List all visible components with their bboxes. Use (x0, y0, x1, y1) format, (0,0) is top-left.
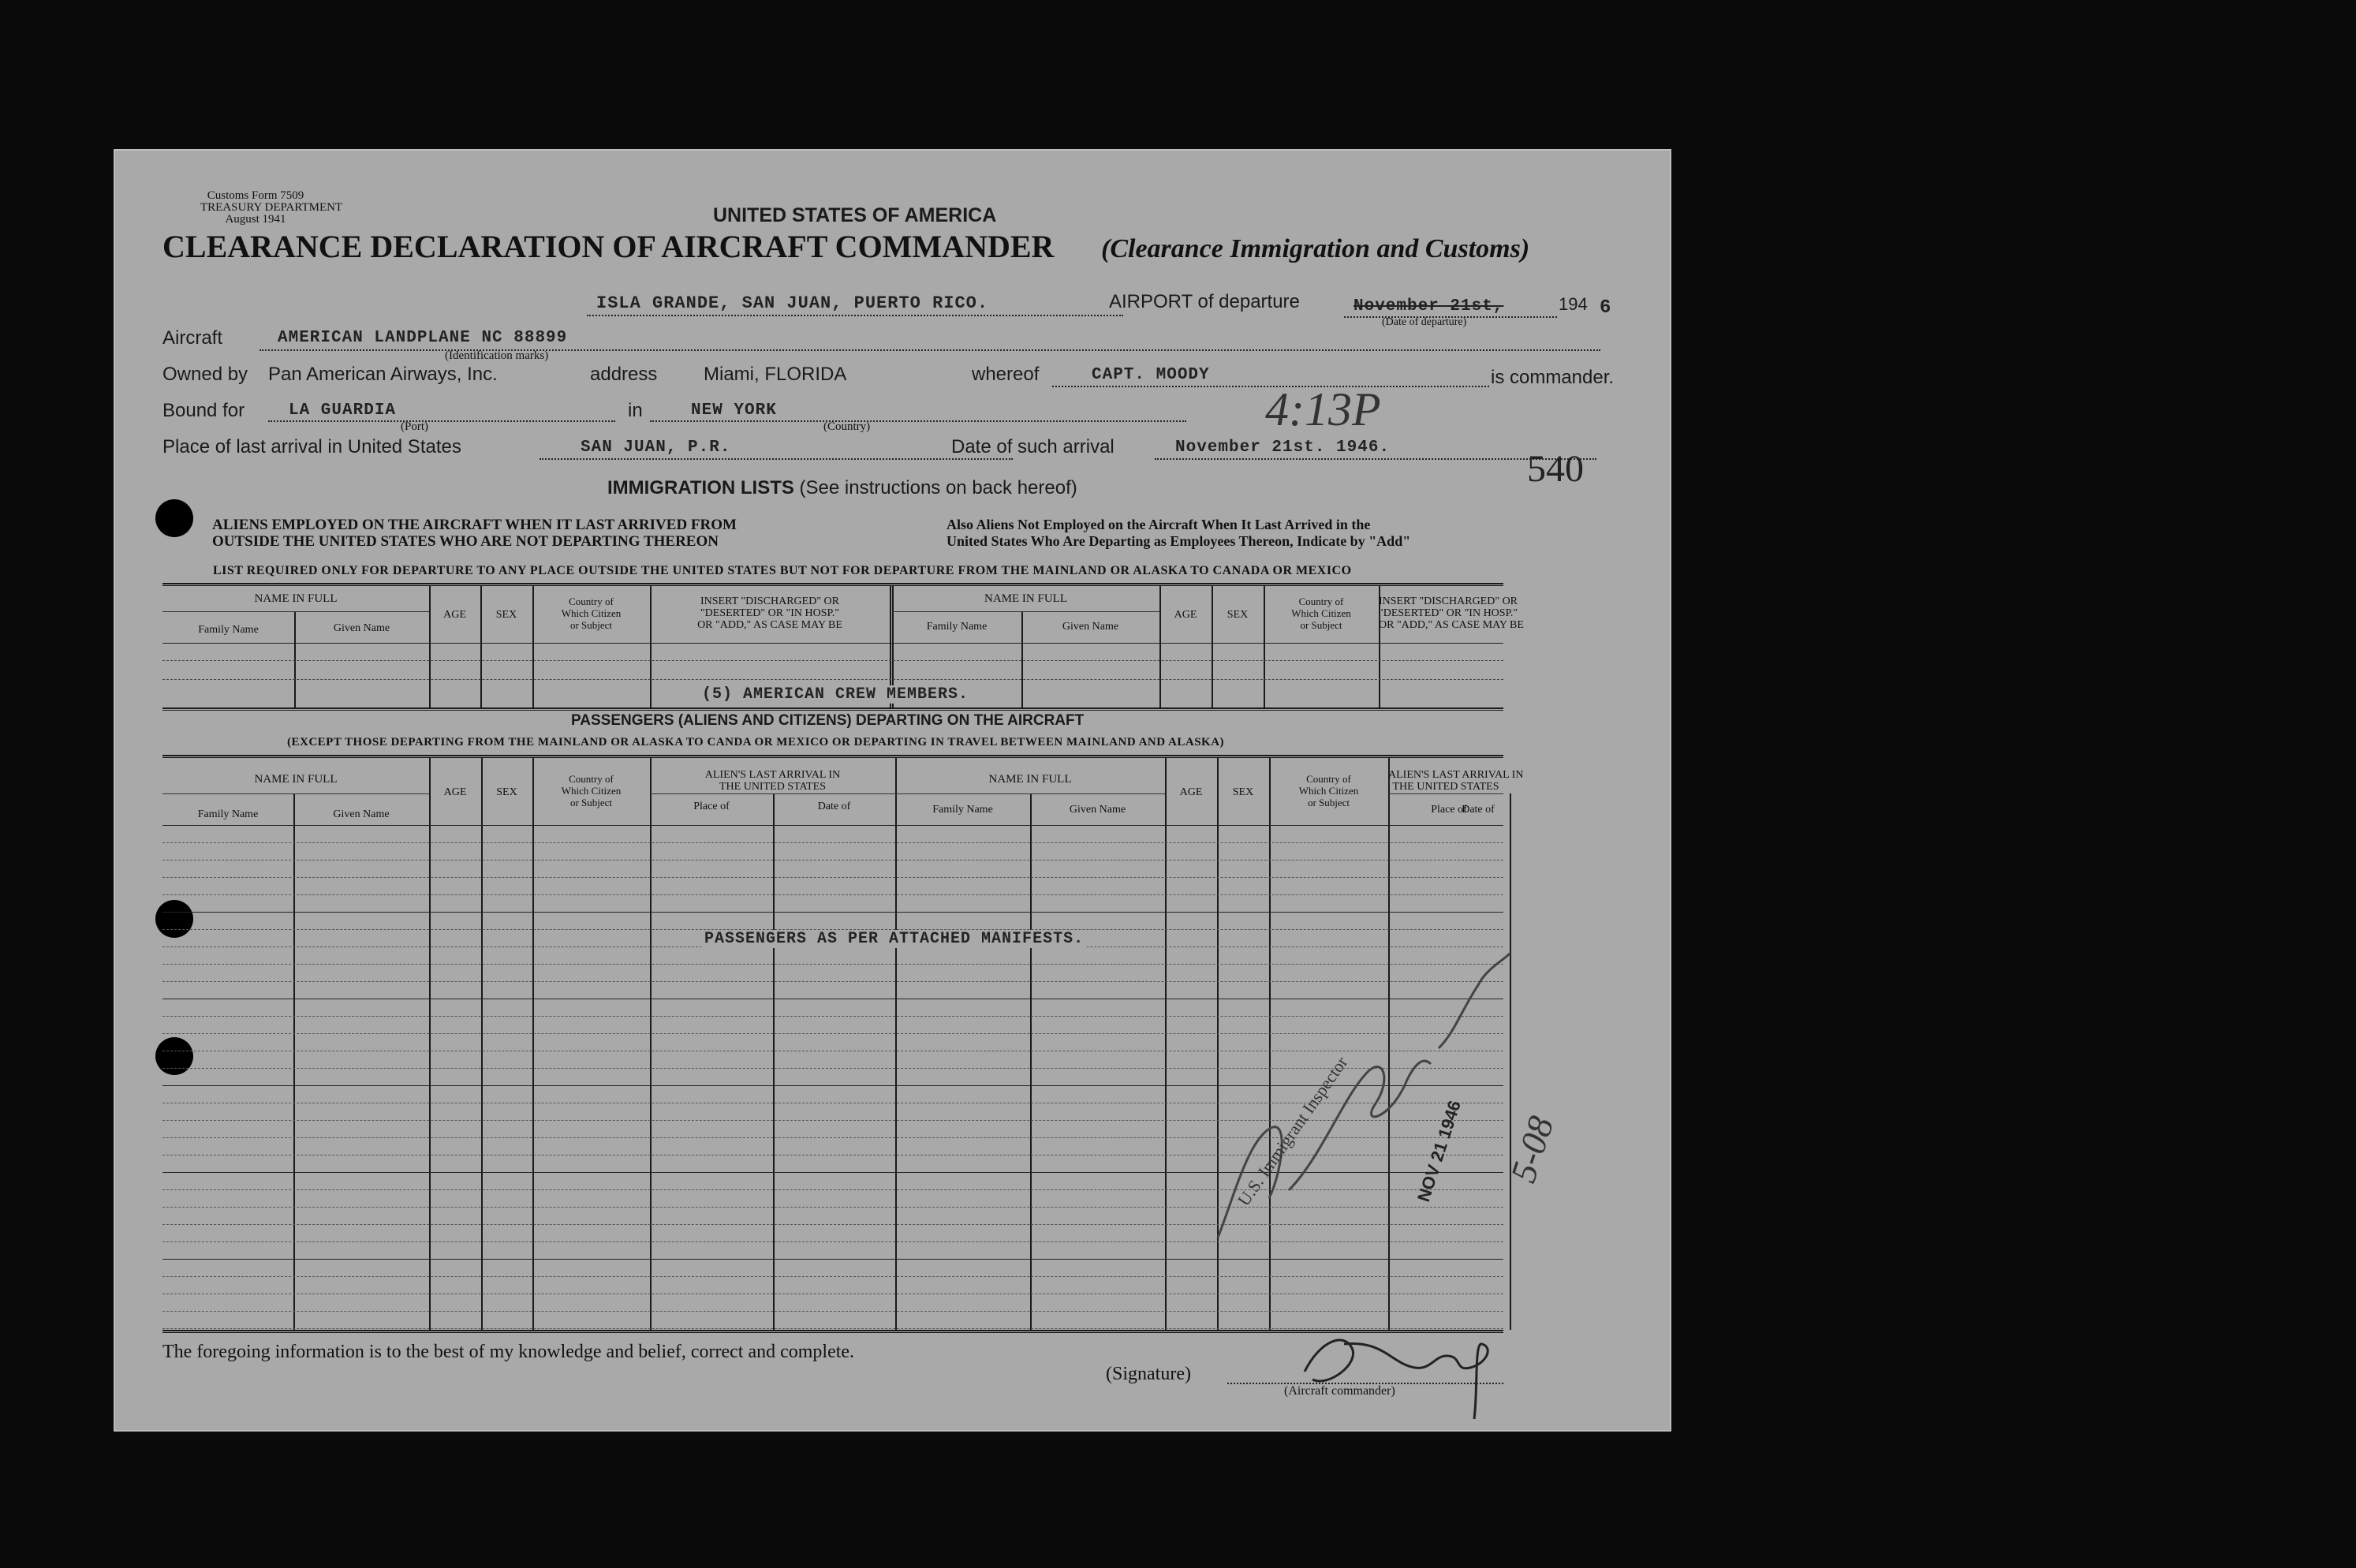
aliens-last-line-1: ALIEN'S LAST ARRIVAL IN (1388, 769, 1524, 781)
aliens-employed-note (212, 517, 737, 550)
commander-signature (1297, 1324, 1502, 1427)
passenger-table-rule (162, 894, 1503, 895)
aircraft-commander-caption: (Aircraft commander) (1284, 1384, 1395, 1398)
immigration-heading (607, 477, 1077, 499)
country-line-1: Country of (1298, 595, 1344, 607)
t1-age-right: AGE (1174, 609, 1197, 621)
t1-given-name-right: Given Name (1062, 621, 1119, 633)
aliens-last-line-2: THE UNITED STATES (1392, 781, 1499, 793)
insert-line-1: INSERT "DISCHARGED" OR (1379, 595, 1518, 607)
page-title: CLEARANCE DECLARATION OF AIRCRAFT COMMANDER (162, 229, 1055, 264)
passenger-table-rule (162, 912, 1503, 913)
t2-age-right: AGE (1179, 786, 1203, 798)
page-subtitle: (Clearance Immigration and Customs) (1101, 234, 1530, 263)
t2-date-of-left: Date of (817, 801, 851, 812)
t2-country-right (1269, 773, 1388, 808)
signature-label: (Signature) (1106, 1364, 1191, 1384)
t2-aliens-last-arrival-right (1388, 769, 1524, 793)
airport-value: ISLA GRANDE, SAN JUAN, PUERTO RICO. (596, 293, 989, 313)
insert-line-2: "DESERTED" OR "IN HOSP." (700, 607, 840, 619)
t1-name-in-full-right: NAME IN FULL (984, 592, 1067, 605)
t1-sex-left: SEX (495, 609, 517, 621)
arrival-date-value: November 21st. 1946. (1175, 439, 1391, 457)
country-line-3: or Subject (569, 797, 613, 808)
punch-hole (155, 900, 193, 938)
inspector-signature-scribble (1202, 938, 1518, 1269)
t1-sex-right: SEX (1227, 609, 1249, 621)
country-value: NEW YORK (691, 401, 777, 420)
t2-place-of-left: Place of (693, 801, 730, 812)
bound-for-value: LA GUARDIA (289, 401, 397, 420)
aliens-not-employed-note (947, 517, 1410, 550)
t2-given-name-right: Given Name (1069, 804, 1126, 816)
address-label: address (590, 364, 658, 385)
port-caption: (Port) (401, 420, 428, 433)
insert-line-1: INSERT "DISCHARGED" OR (700, 595, 839, 607)
handwritten-time: 4:13P (1265, 383, 1381, 435)
department-name: TREASURY DEPARTMENT (200, 201, 343, 214)
aircraft-value: AMERICAN LANDPLANE NC 88899 (278, 329, 568, 347)
owned-by-label: Owned by (162, 364, 248, 385)
year-prefix: 194 (1559, 294, 1588, 314)
list-requirement-note: LIST REQUIRED ONLY FOR DEPARTURE TO ANY PLACE OUTSIDE THE UNITED STATES BUT NOT FOR DEPARTURE FROM THE MAINLAND OR ALASKA TO CANADA OR MEXICO (213, 564, 1352, 577)
arrival-date-label: Date of such arrival (951, 436, 1115, 457)
immigration-heading-title: IMMIGRATION LISTS (607, 477, 794, 498)
insert-line-3: OR "ADD," AS CASE MAY BE (1379, 619, 1524, 631)
passenger-table-rule (162, 1276, 1503, 1277)
inspector-stamp-date: NOV 21 1946 (1413, 1098, 1465, 1204)
identification-caption: (Identification marks) (445, 349, 549, 362)
customs-form-number: Customs Form 7509 (207, 189, 304, 202)
t2-family-name-left: Family Name (197, 808, 259, 820)
aliens-last-line-1: ALIEN'S LAST ARRIVAL IN (704, 769, 841, 781)
country-line-1: Country of (569, 773, 614, 785)
inspector-handwritten-code: 5-08 (1502, 1111, 1562, 1188)
bound-for-label: Bound for (162, 400, 245, 421)
in-label: in (628, 400, 643, 421)
commander-label: is commander. (1491, 367, 1615, 388)
whereof-label: whereof (972, 364, 1040, 385)
aliens-employed-note-line-1: ALIENS EMPLOYED ON THE AIRCRAFT WHEN IT LAST ARRIVED FROM (212, 517, 737, 533)
aliens-last-line-2: THE UNITED STATES (719, 781, 826, 793)
t2-country-left (532, 773, 650, 808)
aircraft-label: Aircraft (162, 327, 223, 349)
certification-statement: The foregoing information is to the best of my knowledge and belief, correct and complete. (162, 1342, 855, 1362)
t2-given-name-left: Given Name (333, 808, 390, 820)
passenger-table-rule (162, 1311, 1503, 1312)
t2-aliens-last-arrival-left (650, 769, 895, 793)
handwritten-number: 540 (1527, 448, 1584, 490)
t1-insert-left (650, 595, 890, 631)
crew-entry: (5) AMERICAN CREW MEMBERS. (699, 685, 972, 704)
t1-age-left: AGE (443, 609, 466, 621)
insert-line-3: OR "ADD," AS CASE MAY BE (697, 619, 842, 631)
t2-sex-right: SEX (1232, 786, 1254, 798)
t1-country-left (532, 595, 650, 631)
country-line-1: Country of (569, 595, 614, 607)
last-arrival-label: Place of last arrival in United States (162, 436, 461, 457)
passenger-table-rule (162, 877, 1503, 878)
commander-value: CAPT. MOODY (1092, 366, 1210, 384)
t1-given-name-left: Given Name (333, 622, 390, 634)
t2-name-in-full-left: NAME IN FULL (254, 773, 338, 786)
country-line-2: Which Citizen (561, 607, 622, 619)
country-line-3: or Subject (569, 619, 613, 631)
airport-label: AIRPORT of departure (1109, 291, 1300, 312)
address-value: Miami, FLORIDA (704, 364, 847, 385)
passengers-note: (EXCEPT THOSE DEPARTING FROM THE MAINLAND OR ALASKA TO CANDA OR MEXICO OR DEPARTING IN TRAVEL BETWEEN MAINLAND AND ALASKA) (287, 736, 1225, 749)
t2-place-of-right: Place of (1431, 804, 1467, 816)
passengers-heading: PASSENGERS (ALIENS AND CITIZENS) DEPARTING ON THE AIRCRAFT (571, 712, 1085, 729)
country-line-2: Which Citizen (1291, 607, 1351, 619)
departure-date-value: November 21st, (1353, 297, 1504, 315)
t2-family-name-right: Family Name (932, 804, 993, 816)
year-suffix: 6 (1600, 297, 1612, 319)
country-line-3: or Subject (1300, 619, 1342, 631)
country-heading: UNITED STATES OF AMERICA (713, 204, 997, 226)
country-line-2: Which Citizen (1298, 785, 1359, 797)
t2-sex-left: SEX (496, 786, 517, 798)
t1-name-in-full-left: NAME IN FULL (254, 592, 338, 605)
t1-country-right (1264, 595, 1379, 631)
aliens-not-employed-note-line-2: United States Who Are Departing as Employees Thereon, Indicate by "Add" (947, 533, 1411, 549)
country-line-1: Country of (1306, 773, 1351, 785)
country-line-3: or Subject (1307, 797, 1350, 808)
clearance-declaration-form (114, 149, 1671, 1432)
t1-insert-right (1379, 595, 1524, 631)
t2-name-in-full-right: NAME IN FULL (988, 773, 1072, 786)
aliens-employed-note-line-2: OUTSIDE THE UNITED STATES WHO ARE NOT DEPARTING THEREON (212, 533, 719, 550)
t1-family-name-left: Family Name (198, 624, 259, 636)
owner-value: Pan American Airways, Inc. (268, 364, 498, 385)
form-id-block (200, 189, 343, 226)
t2-date-of-right: Date of (1462, 804, 1495, 816)
t2-age-left: AGE (443, 786, 467, 798)
aliens-not-employed-note-line-1: Also Aliens Not Employed on the Aircraft When It Last Arrived in the (947, 517, 1371, 532)
punch-hole (155, 1037, 193, 1075)
passenger-table-rule (162, 825, 1503, 826)
departure-date-caption: (Date of departure) (1382, 316, 1467, 328)
passengers-entry: PASSENGERS AS PER ATTACHED MANIFESTS. (701, 930, 1087, 948)
passenger-table-rule (162, 860, 1503, 861)
inspector-stamp-text: U.S. Immigrant Inspector (1234, 1052, 1352, 1210)
country-caption: (Country) (823, 420, 871, 433)
country-line-2: Which Citizen (561, 785, 622, 797)
passenger-table-rule (162, 842, 1503, 843)
form-date: August 1941 (225, 213, 286, 226)
last-arrival-value: SAN JUAN, P.R. (581, 439, 731, 457)
t1-family-name-right: Family Name (926, 621, 988, 633)
punch-hole (155, 499, 193, 537)
immigration-heading-note: (See instructions on back hereof) (799, 477, 1077, 498)
insert-line-2: "DESERTED" OR "IN HOSP." (1379, 607, 1518, 619)
